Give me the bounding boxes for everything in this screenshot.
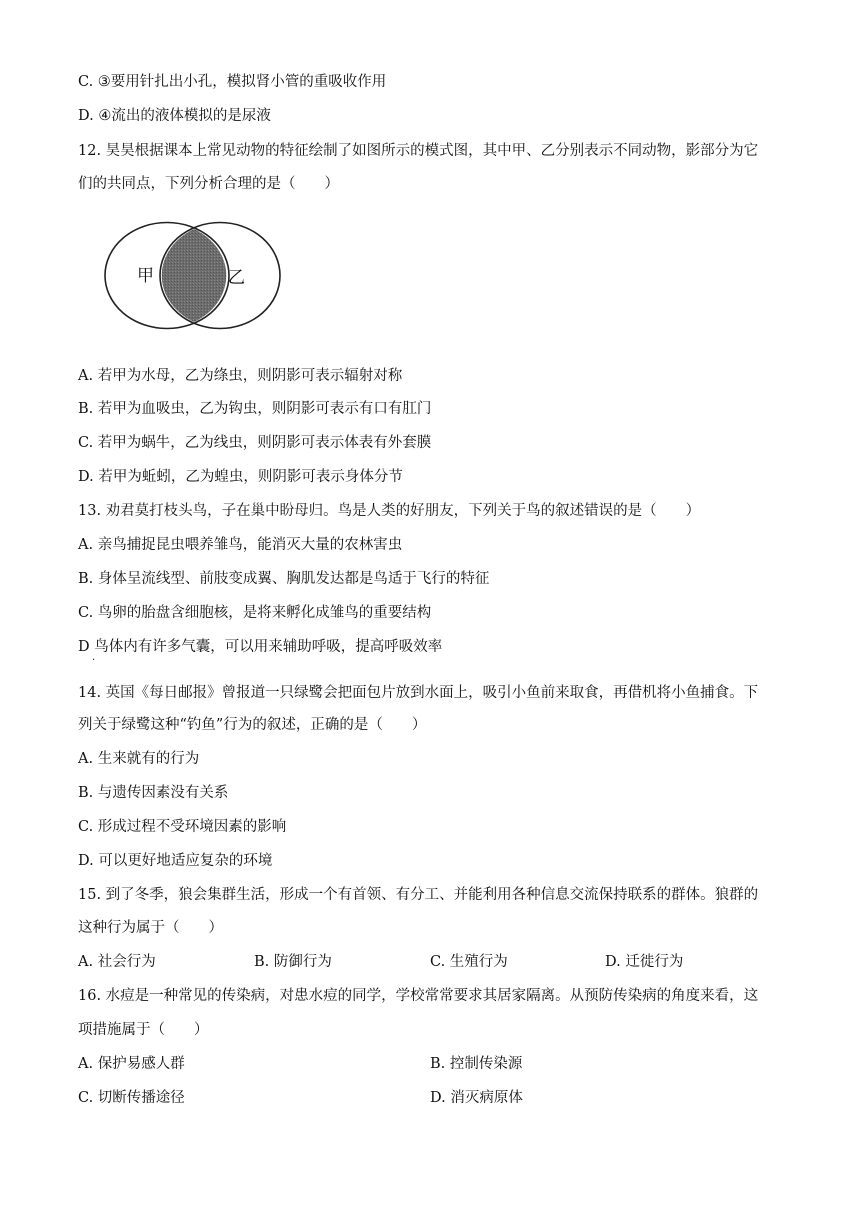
venn-label-left: 甲 <box>137 266 154 286</box>
q12-stem-line1: 12. 昊昊根据课本上常见动物的特征绘制了如图所示的模式图，其中甲、乙分别表示不同动物，影部分为它 <box>78 143 759 159</box>
q16-stem-line2: 项措施属于（ ） <box>78 1022 209 1038</box>
q16-option-b: B. 控制传染源 <box>430 1056 523 1072</box>
venn-label-right: 乙 <box>228 268 245 288</box>
q12-option-d: D. 若甲为蚯蚓，乙为蝗虫，则阴影可表示身体分节 <box>78 469 403 485</box>
q12-option-a: A. 若甲为水母，乙为绦虫，则阴影可表示辐射对称 <box>78 368 403 384</box>
q14-option-d: D. 可以更好地适应复杂的环境 <box>78 853 273 869</box>
q12-stem-line2: 们的共同点，下列分析合理的是（ ） <box>78 176 339 192</box>
q11-option-d: D. ④流出的液体模拟的是尿液 <box>78 108 271 124</box>
q14-option-c: C. 形成过程不受环境因素的影响 <box>78 819 287 835</box>
q11-option-c: C. ③要用针扎出小孔，模拟肾小管的重吸收作用 <box>78 74 387 90</box>
q16-option-d: D. 消灭病原体 <box>430 1090 523 1106</box>
q12-option-b: B. 若甲为血吸虫，乙为钩虫，则阴影可表示有口有肛门 <box>78 401 432 417</box>
q14-stem-line1: 14. 英国《每日邮报》曾报道一只绿鹭会把面包片放到水面上，吸引小鱼前来取食，再借机将小鱼捕食。下 <box>78 685 759 701</box>
q13-option-a: A. 亲鸟捕捉昆虫喂养雏鸟，能消灭大量的农林害虫 <box>78 537 403 553</box>
q14-option-a: A. 生来就有的行为 <box>78 751 200 767</box>
q15-option-b: B. 防御行为 <box>254 954 332 970</box>
q13-stray-dot: . <box>92 652 96 663</box>
q16-option-c: C. 切断传播途径 <box>78 1090 185 1106</box>
q14-stem-line2: 列关于绿鹭这种“钓鱼”行为的叙述，正确的是（ ） <box>78 717 427 733</box>
q16-stem-line1: 16. 水痘是一种常见的传染病，对患水痘的同学，学校常常要求其居家隔离。从预防传染病的角度来看，这 <box>78 988 759 1004</box>
q13-option-c: C. 鸟卵的胎盘含细胞核，是将来孵化成雏鸟的重要结构 <box>78 605 432 621</box>
q13-option-d: D 鸟体内有许多气囊，可以用来辅助呼吸，提高呼吸效率 <box>78 639 443 655</box>
q15-option-a: A. 社会行为 <box>78 954 156 970</box>
q15-stem-line1: 15. 到了冬季，狼会集群生活，形成一个有首领、有分工、并能利用各种信息交流保持联系的群体。狼群的 <box>78 887 759 903</box>
q12-option-c: C. 若甲为蜗牛，乙为线虫，则阴影可表示体表有外套膜 <box>78 435 432 451</box>
q15-option-d: D. 迁徙行为 <box>605 954 684 970</box>
q15-stem-line2: 这种行为属于（ ） <box>78 920 223 936</box>
q14-option-b: B. 与遗传因素没有关系 <box>78 785 229 801</box>
q13-stem: 13. 劝君莫打枝头鸟，子在巢中盼母归。鸟是人类的好朋友，下列关于鸟的叙述错误的是（ ） <box>78 503 701 519</box>
q16-option-a: A. 保护易感人群 <box>78 1056 185 1072</box>
q13-option-b: B. 身体呈流线型、前肢变成翼、胸肌发达都是鸟适于飞行的特征 <box>78 571 490 587</box>
venn-diagram <box>100 220 290 335</box>
q15-option-c: C. 生殖行为 <box>430 954 508 970</box>
